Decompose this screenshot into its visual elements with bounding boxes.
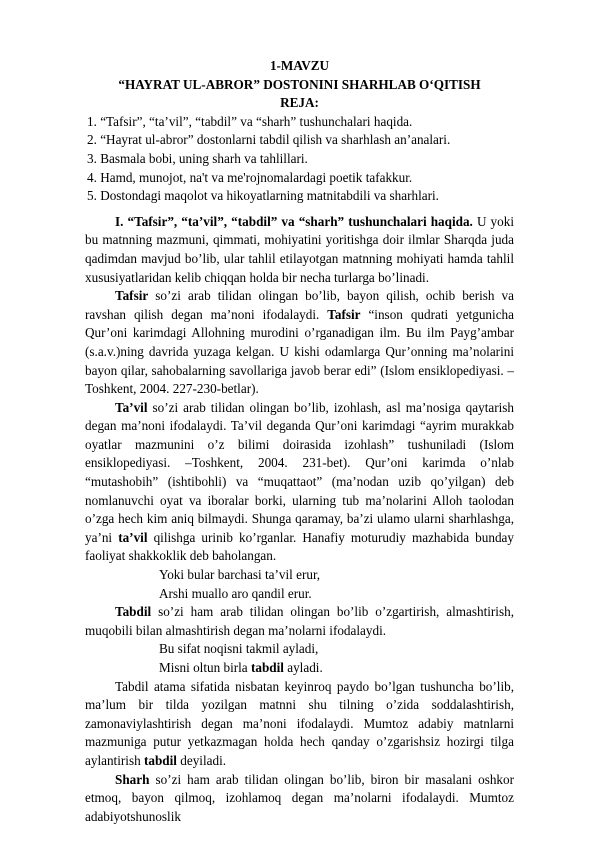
verse-line	[85, 659, 514, 678]
paragraph-text: so’zi arab tilidan olingan bo’lib, izohlash, asl ma’nosiga qaytarish degan ma’noni ifodalaydi. Ta’vil deganda Qur’oni karimdagi “ayrim murakkab oyatlar mazmunini o’z bilimi doirasida izohlash” tushuniladi (Islom ensiklopediyasi. –Toshkent, 2004. 231-bet). Qur’oni karimda o’nlab “mutashobih” (ishtibohli) va “muqattaot” (ma’nodan uzib qo’yilgan) deb nomlanuvchi oyat va iboralar borki, ularning tub ma’nolarini Alloh taolodan o’zga hech kim aniq bilmaydi. Shunga qaramay, ba’zi ulamo ularni sharhlashga, ya’ni	[85, 399, 514, 545]
plan-item-2: 2. “Hayrat ul-abror” dostonlarni tabdil qilish va sharhlash an’analari.	[87, 132, 451, 148]
section-heading: I. “Tafsir”, “ta’vil”, “tabdil” va “sharh” tushunchalari haqida.	[115, 213, 473, 229]
paragraph-text: deyiladi.	[176, 752, 227, 768]
term-tabdil: Tabdil	[115, 604, 152, 620]
plan-list-container	[85, 113, 514, 206]
paragraph-text: Tabdil atama sifatida nisbatan keyinroq paydo bo’lgan tushuncha bo’lib, ma’lum bir tilda yozilgan matnni shu tilning o’zida soddalashtirish, zamonaviylashtirish degan ma’noni ifodalaydi. Mumtoz adabiy matnlarni mazmuniga putur yetkazmagan holda hech qanday o’zgarishsiz hozirgi tilga aylantirish	[85, 678, 514, 768]
plan-heading: REJA:	[280, 95, 319, 111]
paragraph-text: so’zi ham arab tilidan olingan bo’lib o’zgartirish, almashtirish, muqobili bilan almashtirish degan ma’nolarni ifodalaydi.	[85, 604, 514, 638]
plan-item-5: 5. Dostondagi maqolot va hikoyatlarning matnitabdili va sharhlari.	[87, 188, 439, 204]
term-sharh: Sharh	[115, 771, 150, 787]
plan-item-3: 3. Basmala bobi, uning sharh va tahlillari.	[87, 150, 308, 166]
verse-text: ayladi.	[283, 660, 323, 675]
paragraph-tafsir	[85, 287, 514, 399]
document-title: “HAYRAT UL-ABROR” DOSTONINI SHARHLAB O‘QITISH	[118, 76, 481, 92]
paragraph-tabdil	[85, 603, 514, 640]
paragraph-text: qilishga urinib ko’rganlar. Hanafiy moturudiy mazhabida bunday faoliyat shakkoklik deb baholangan.	[85, 529, 514, 564]
term-tavil: Ta’vil	[115, 399, 148, 415]
paragraph-text: so’zi arab tilidan olingan bo’lib, bayon qilish, ochib berish va ravshan qilish degan ma’noni ifodalaydi.	[85, 288, 514, 322]
term-tavil: ta’vil	[118, 529, 148, 545]
verse-line: Arshi muallo aro qandil erur.	[159, 585, 312, 601]
verse-line: Yoki bular barchasi ta’vil erur,	[159, 567, 321, 583]
paragraph-tavil	[85, 399, 514, 566]
paragraph-text: “inson qudrati yetgunicha Qur’oni karimdagi Allohning murodini o’rganadigan ilm. Bu ilm Payg’ambar (s.a.v.)ning davrida yuzaga kelgan. U kishi odamlarga Qur’onning ma’nolarini bayon qilar, sahobalarning savollariga javob berar edi” (Islom ensiklopediyasi. –Toshkent, 2004. 227-230-betlar).	[85, 306, 514, 397]
term-tabdil: tabdil	[143, 752, 177, 768]
topic-number: 1-MAVZU	[269, 58, 330, 73]
term-tafsir: Tafsir	[115, 288, 149, 304]
term-tafsir: Tafsir	[327, 306, 361, 322]
plan-item-1: 1. “Tafsir”, “ta’vil”, “tabdil” va “sharh” tushunchalari haqida.	[87, 113, 413, 129]
paragraph-intro	[85, 213, 514, 287]
plan-list	[85, 113, 514, 206]
verse-line: Bu sifat noqisni takmil ayladi,	[159, 641, 319, 657]
plan-item-4: 4. Hamd, munojot, na't va me'rojnomalardagi poetik tafakkur.	[87, 169, 413, 185]
paragraph-text: so’zi ham arab tilidan olingan bo’lib, biron bir masalani oshkor etmoq, bayon qilmoq, izohlamoq degan ma’nolarni ifodalaydi. Mumtoz adabiyotshunoslik	[85, 771, 514, 824]
paragraph-tabdil-term	[85, 678, 514, 771]
verse-text: Misni oltun birla	[159, 660, 251, 675]
document-page	[85, 57, 514, 826]
term-tabdil: tabdil	[250, 660, 284, 675]
paragraph-sharh	[85, 771, 514, 827]
paragraph-text: U yoki bu matnning mazmuni, qimmati, mohiyatini yoritishga doir ilmlar Sharqda juda qadimdan mavjud bo’lib, ular tahlil etilayotgan matnning mohiyati hamda tahlil xususiyatlaridan kelib chiqqan holda bir necha turlarga bo’linadi.	[85, 213, 514, 285]
